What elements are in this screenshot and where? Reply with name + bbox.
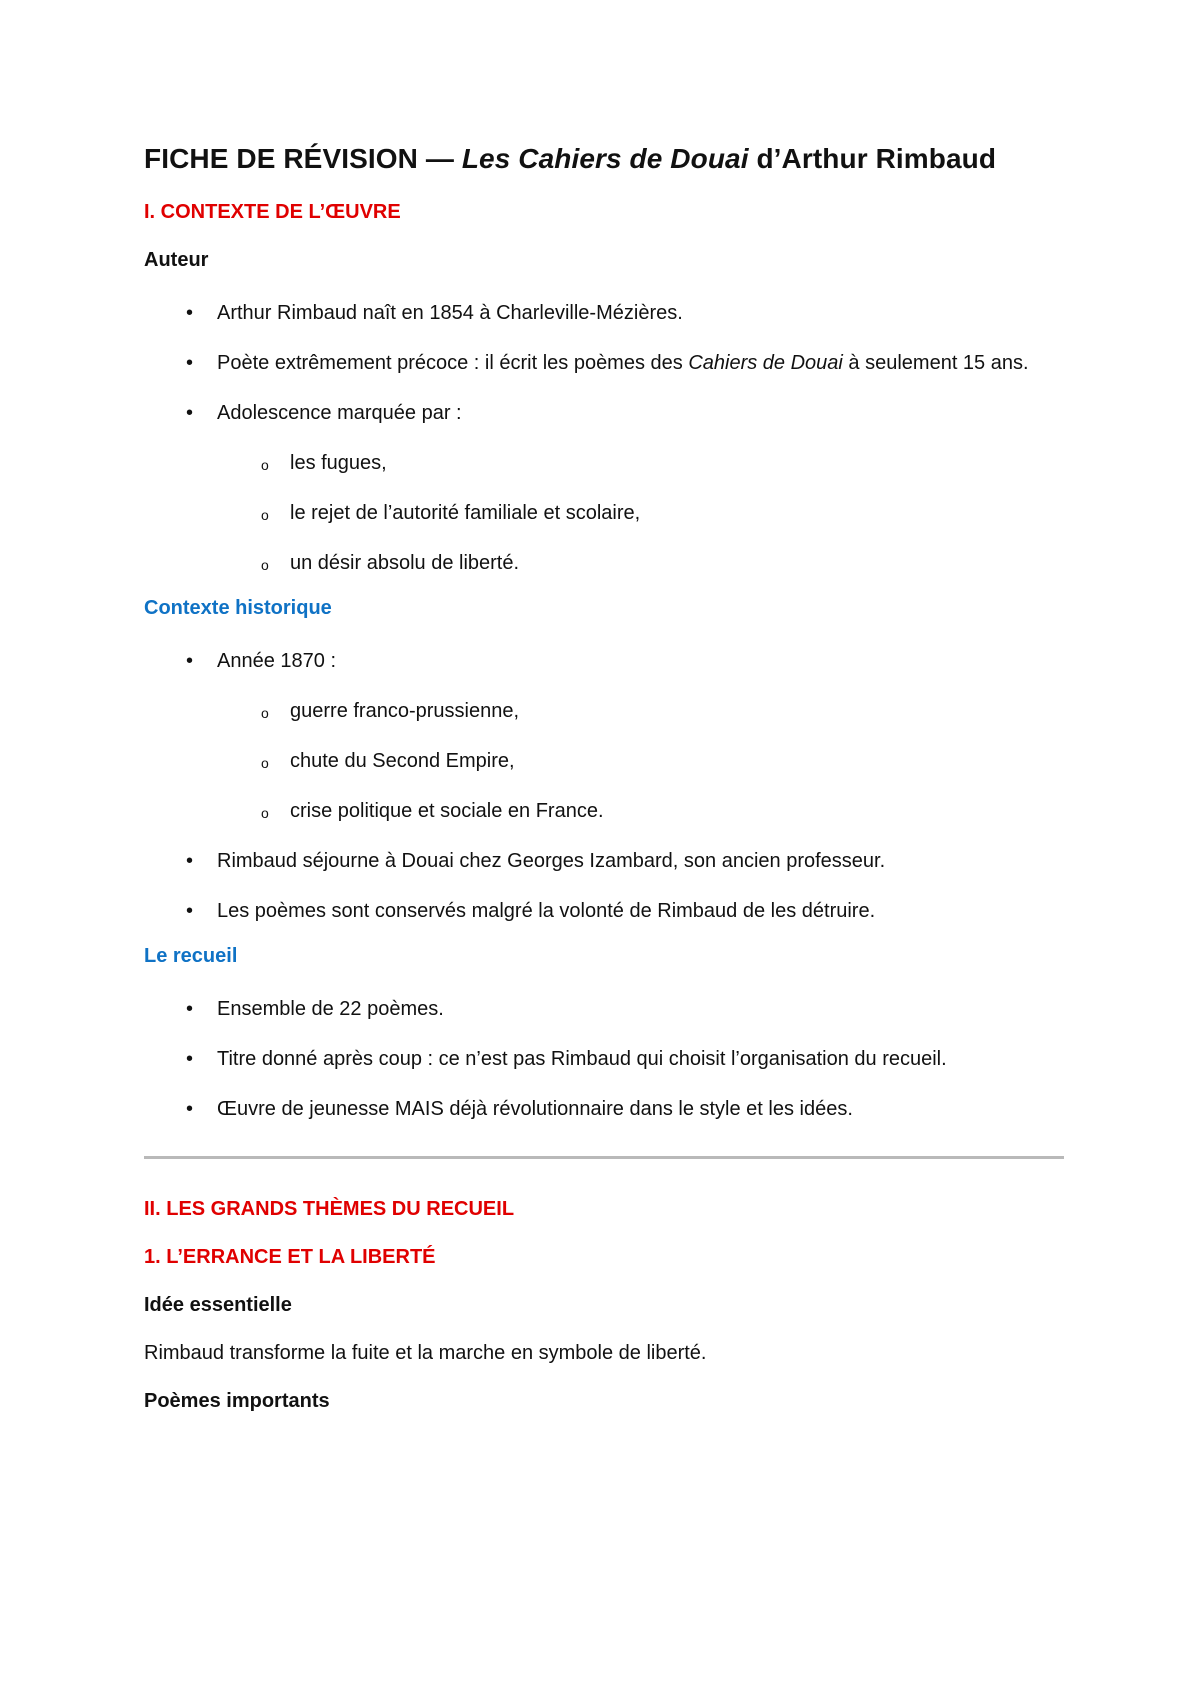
list-item-text: Rimbaud séjourne à Douai chez Georges Izambard, son ancien professeur. [217,849,886,872]
sublist-item-text: un désir absolu de liberté. [290,551,520,574]
list-item [144,644,1064,828]
list-item-text: Année 1870 : [217,649,336,672]
bullet-icon: • [186,351,194,374]
list-item [144,296,1064,330]
bullet-icon: • [186,401,194,424]
auteur-heading: Auteur [144,248,209,271]
bullet-icon: • [186,1047,194,1070]
document-title [144,142,1064,176]
circle-bullet-icon: o [261,556,269,573]
list-item [144,992,1064,1026]
idee-text: Rimbaud transforme la fuite et la marche en symbole de liberté. [144,1341,707,1364]
list-item-text: à seulement 15 ans. [842,351,1029,374]
circle-bullet-icon: o [261,804,269,821]
list-item-text: Adolescence marquée par : [217,401,462,424]
list-item-text: Les poèmes sont conservés malgré la volonté de Rimbaud de les détruire. [217,899,876,922]
circle-bullet-icon: o [261,754,269,771]
idee-heading: Idée essentielle [144,1293,292,1316]
section2-heading: II. LES GRANDS THÈMES DU RECUEIL [144,1197,515,1220]
sublist-item [217,744,1064,778]
list-item-text: Ensemble de 22 poèmes. [217,997,444,1020]
circle-bullet-icon: o [261,456,269,473]
title-italic: Les Cahiers de Douai [461,143,749,174]
recueil-list [144,992,1064,1126]
sublist-item-text: crise politique et sociale en France. [290,799,604,822]
bullet-icon: • [186,899,194,922]
title-prefix: FICHE DE RÉVISION — [144,143,462,174]
circle-bullet-icon: o [261,506,269,523]
sublist-item [217,694,1064,728]
list-item [144,346,1064,380]
list-item [144,844,1064,878]
sublist-item [217,546,1064,580]
bullet-icon: • [186,301,194,324]
title-suffix: d’Arthur Rimbaud [748,143,997,174]
sublist-item [217,794,1064,828]
contexte-heading: Contexte historique [144,596,332,619]
sublist-item [217,496,1064,530]
subsection1-heading: 1. L’ERRANCE ET LA LIBERTÉ [144,1245,436,1268]
sublist-item-text: chute du Second Empire, [290,749,515,772]
list-item-text: Œuvre de jeunesse MAIS déjà révolutionnaire dans le style et les idées. [217,1097,853,1120]
poemes-heading: Poèmes importants [144,1389,330,1412]
recueil-heading: Le recueil [144,944,238,967]
list-item-italic: Cahiers de Douai [688,351,843,374]
document-content [144,142,1064,1437]
list-item-text: Poète extrêmement précoce : il écrit les poèmes des [217,351,689,374]
bullet-icon: • [186,649,194,672]
bullet-icon: • [186,849,194,872]
bullet-icon: • [186,1097,194,1120]
list-item [144,396,1064,580]
contexte-sublist [217,694,1064,828]
circle-bullet-icon: o [261,704,269,721]
bullet-icon: • [186,997,194,1020]
auteur-list [144,296,1064,580]
list-item-text: Titre donné après coup : ce n’est pas Rimbaud qui choisit l’organisation du recueil. [217,1047,947,1070]
list-item [144,1092,1064,1126]
list-item [144,894,1064,928]
contexte-list [144,644,1064,928]
section1-heading: I. CONTEXTE DE L’ŒUVRE [144,200,401,223]
list-item [144,1042,1064,1076]
sublist-item-text: les fugues, [290,451,387,474]
horizontal-divider [144,1156,1064,1159]
sublist-item-text: le rejet de l’autorité familiale et scolaire, [290,501,641,524]
sublist-item [217,446,1064,480]
auteur-sublist [217,446,1064,580]
sublist-item-text: guerre franco-prussienne, [290,699,520,722]
list-item-text: Arthur Rimbaud naît en 1854 à Charleville-Mézières. [217,301,683,324]
